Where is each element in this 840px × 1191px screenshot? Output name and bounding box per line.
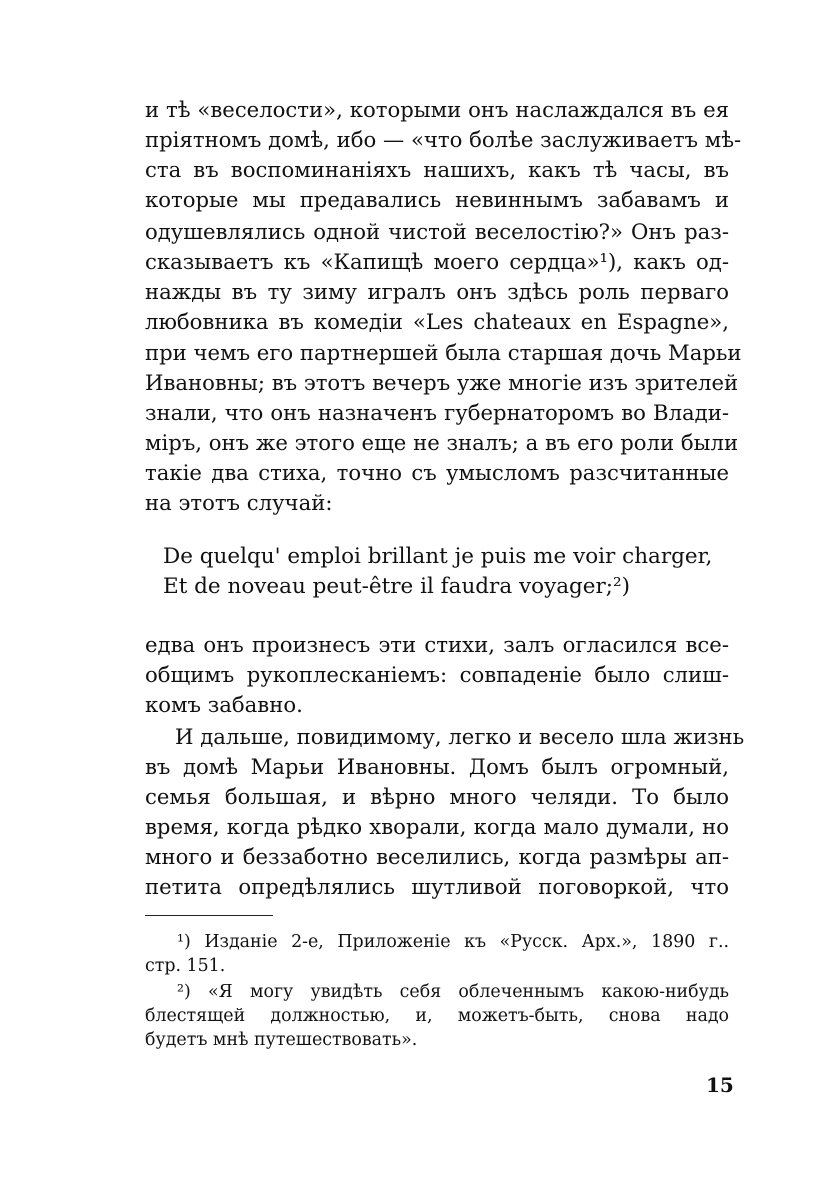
page-number: 15	[706, 1073, 734, 1097]
footnote-separator	[145, 915, 273, 916]
body-line: петита опредѣлялись шутливой поговоркой, что	[145, 874, 729, 899]
body-line: комъ забавно.	[145, 692, 303, 717]
body-line: много и беззаботно веселились, когда размѣры ап-	[145, 844, 729, 869]
verse-line: De quelqu' emploi brillant je puis me voir charger,	[163, 544, 713, 569]
body-line: такіе два стиха, точно съ умысломъ разсчитанные	[145, 460, 729, 485]
body-line: нажды въ ту зиму игралъ онъ здѣсь роль перваго	[145, 279, 729, 304]
body-line: пріятномъ домѣ, ибо — «что болѣе заслуживаетъ мѣ-	[145, 127, 742, 152]
body-line: знали, что онъ назначенъ губернаторомъ во Влади-	[145, 400, 729, 425]
body-line: семья большая, и вѣрно много челяди. То было	[145, 784, 729, 809]
footnote-line: блестящей должностью, и, можетъ-быть, снова надо	[145, 1006, 729, 1026]
body-line: ста въ воспоминаніяхъ нашихъ, какъ тѣ часы, въ	[145, 157, 729, 182]
body-line: на этотъ случай:	[145, 490, 333, 515]
body-line: Ивановны; въ этотъ вечеръ уже многіе изъ зрителей	[145, 370, 739, 395]
body-line: и тѣ «веселости», которыми онъ наслаждался въ ея	[145, 97, 729, 122]
body-line: при чемъ его партнершей была старшая дочь Марьи	[145, 340, 742, 365]
body-line: И дальше, повидимому, легко и весело шла жизнь	[175, 724, 745, 749]
body-line: одушевлялись одной чистой веселостію?» Онъ раз-	[145, 219, 729, 244]
body-line: едва онъ произнесъ эти стихи, залъ огласился все-	[145, 632, 729, 657]
body-line: общимъ рукоплесканіемъ: совпаденіе было слиш-	[145, 662, 729, 687]
body-line: въ домѣ Марьи Ивановны. Домъ былъ огромный,	[145, 754, 729, 779]
footnote-line: ²) «Я могу увидѣть себя облеченнымъ какою-нибудь	[177, 982, 729, 1002]
body-line: любовника въ комедіи «Les chateaux en Espagne»,	[145, 309, 729, 334]
footnote-line: стр. 151.	[145, 956, 226, 976]
verse-line: Et de noveau peut-être il faudra voyager;²)	[163, 574, 631, 599]
body-line: міръ, онъ же этого еще не зналъ; а въ его роли были	[145, 430, 739, 455]
body-line: которые мы предавались невиннымъ забавамъ и	[145, 187, 729, 212]
body-line: сказываетъ къ «Капищѣ моего сердца»¹), какъ од-	[145, 249, 729, 274]
footnote-line: ¹) Изданіе 2-е, Приложеніе къ «Русск. Арх.», 1890 г..	[177, 932, 729, 952]
body-line: время, когда рѣдко хворали, когда мало думали, но	[145, 814, 729, 839]
footnote-line: будетъ мнѣ путешествовать».	[145, 1030, 418, 1050]
